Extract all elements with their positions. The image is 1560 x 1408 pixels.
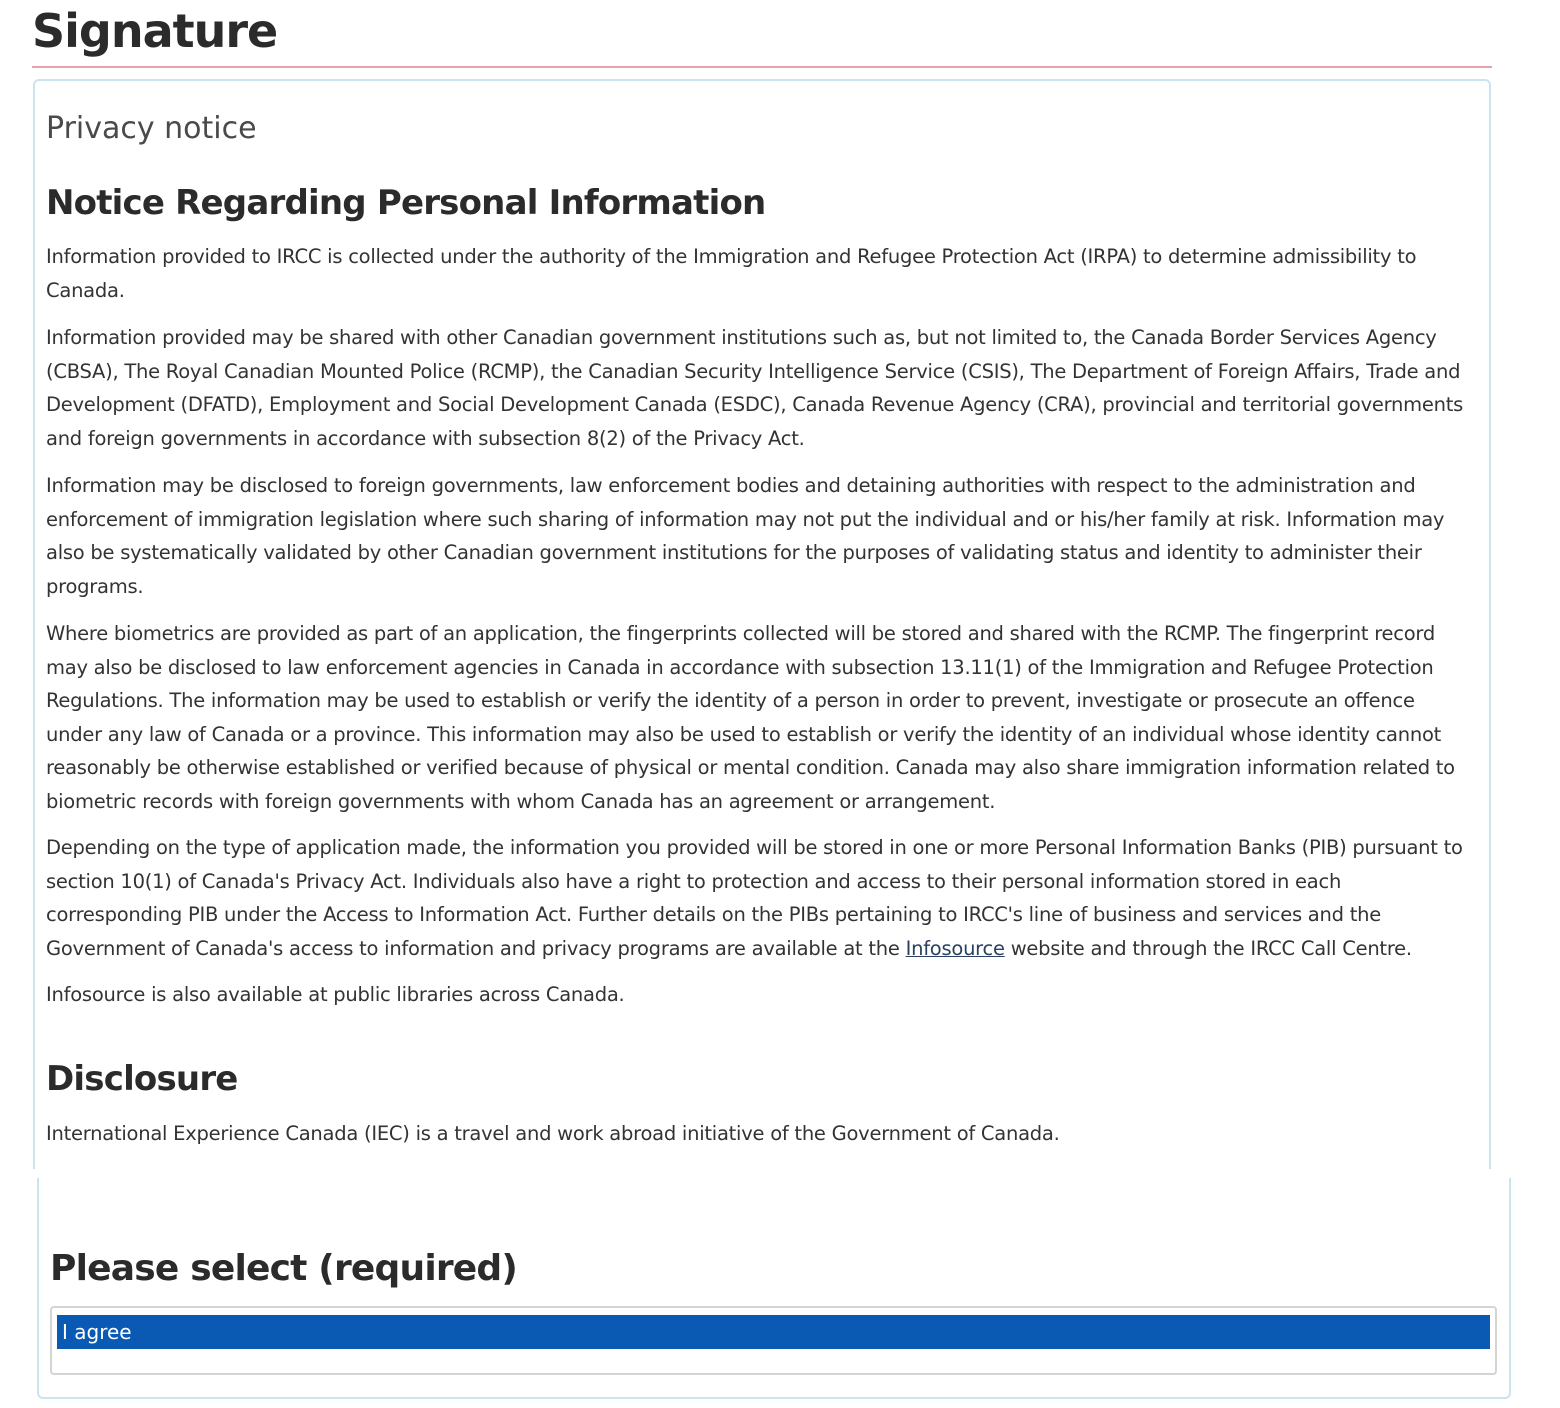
notice-paragraph-libraries: Infosource is also available at public libraries across Canada. <box>46 983 625 1006</box>
notice-paragraph-pib <box>46 831 1476 965</box>
agree-option[interactable]: I agree <box>57 1315 1490 1349</box>
select-required-heading: Please select (required) <box>50 1248 518 1289</box>
page-title: Signature <box>32 4 278 58</box>
disclosure-text: International Experience Canada (IEC) is a travel and work abroad initiative of the Government of Canada. <box>46 1122 1060 1145</box>
notice-paragraph-disclosure: Information may be disclosed to foreign governments, law enforcement bodies and detaining authorities with respect to the administration and enforcement of immigration legislation where such sharing of information may not put the individual and or his/her family at risk. Information may also be systematically validated by other Canadian government institutions for the purposes of validating status and identity to administer their programs. <box>46 474 1445 598</box>
notice-paragraph-biometrics: Where biometrics are provided as part of an application, the fingerprints collected will be stored and shared with the RCMP. The fingerprint record may also be disclosed to law enforcement agencies in Canada in accordance with subsection 13.11(1) of the Immigration and Refugee Protection Regulations. The information may be used to establish or verify the identity of a person in order to prevent, investigate or prosecute an offence under any law of Canada or a province. This information may also be used to establish or verify the identity of an individual whose identity cannot reasonably be otherwise established or verified because of physical or mental condition. Canada may also share immigration information related to biometric records with foreign governments with whom Canada has an agreement or arrangement. <box>46 622 1455 813</box>
title-divider <box>32 66 1492 68</box>
agreement-listbox[interactable] <box>50 1306 1497 1375</box>
pib-text-before-link: Depending on the type of application made, the information you provided will be stored in one or more Personal Information Banks (PIB) pursuant to section 10(1) of Canada's Privacy Act. Individuals also have a right to protection and access to their personal information stored in each corresponding PIB under the Access to Information Act. Further details on the PIBs pertaining to IRCC's line of business and services and the Government of Canada's access to information and privacy programs are available at the <box>46 836 1463 960</box>
privacy-notice-subtitle: Privacy notice <box>46 111 257 146</box>
disclosure-heading: Disclosure <box>46 1059 238 1099</box>
notice-paragraph-sharing: Information provided may be shared with other Canadian government institutions such as, but not limited to, the Canada Border Services Agency (CBSA), The Royal Canadian Mounted Police (RCMP), the Canadian Security Intelligence Service (CSIS), The Department of Foreign Affairs, Trade and Development (DFATD), Employment and Social Development Canada (ESDC), Canada Revenue Agency (CRA), provincial and territorial governments and foreign governments in accordance with subsection 8(2) of the Privacy Act. <box>46 326 1464 450</box>
notice-heading: Notice Regarding Personal Information <box>46 183 766 223</box>
notice-paragraph-collection: Information provided to IRCC is collected under the authority of the Immigration and Refugee Protection Act (IRPA) to determine admissibility to Canada. <box>46 245 1417 302</box>
pib-text-after-link: website and through the IRCC Call Centre. <box>1004 936 1412 960</box>
infosource-link[interactable]: Infosource <box>905 936 1005 960</box>
